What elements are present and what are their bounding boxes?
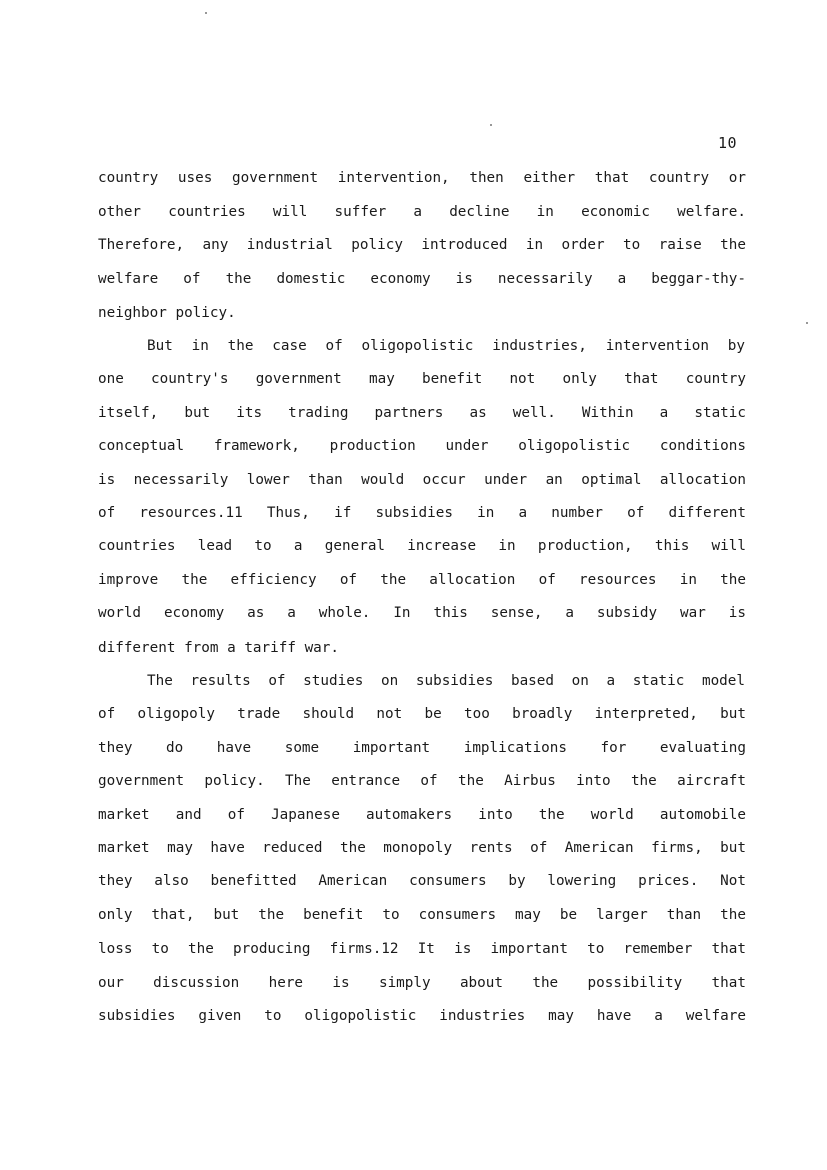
text-line: of resources.11 Thus, if subsidies in a number of different: [98, 505, 746, 521]
text-line: only that, but the benefit to consumers may be larger than the: [98, 907, 746, 923]
text-line: Therefore, any industrial policy introduced in order to raise the: [98, 237, 746, 253]
text-line: different from a tariff war.: [98, 640, 340, 656]
text-line: market and of Japanese automakers into the world automobile: [98, 807, 746, 823]
text-line: neighbor policy.: [98, 305, 236, 321]
text-line: of oligopoly trade should not be too broadly interpreted, but: [98, 706, 746, 722]
text-line: But in the case of oligopolistic industries, intervention by: [147, 338, 745, 354]
text-line: The results of studies on subsidies based on a static model: [147, 673, 745, 689]
text-line: one country's government may benefit not only that country: [98, 371, 746, 387]
text-line: our discussion here is simply about the possibility that: [98, 975, 746, 991]
text-line: countries lead to a general increase in production, this will: [98, 538, 746, 554]
page-number: 10: [718, 134, 738, 152]
scan-speck: [806, 322, 808, 324]
text-line: they also benefitted American consumers by lowering prices. Not: [98, 873, 746, 889]
text-line: they do have some important implications for evaluating: [98, 740, 746, 756]
scan-speck: [205, 12, 207, 14]
text-line: subsidies given to oligopolistic industries may have a welfare: [98, 1008, 746, 1024]
scan-speck: [490, 124, 492, 126]
text-line: government policy. The entrance of the Airbus into the aircraft: [98, 773, 746, 789]
text-line: other countries will suffer a decline in economic welfare.: [98, 204, 746, 220]
text-line: welfare of the domestic economy is necessarily a beggar-thy-: [98, 271, 746, 287]
text-line: world economy as a whole. In this sense, a subsidy war is: [98, 605, 746, 621]
text-line: loss to the producing firms.12 It is important to remember that: [98, 941, 746, 957]
text-line: conceptual framework, production under oligopolistic conditions: [98, 438, 746, 454]
text-line: is necessarily lower than would occur under an optimal allocation: [98, 472, 746, 488]
text-line: itself, but its trading partners as well. Within a static: [98, 405, 746, 421]
text-line: improve the efficiency of the allocation of resources in the: [98, 572, 746, 588]
text-line: country uses government intervention, then either that country or: [98, 170, 746, 186]
text-line: market may have reduced the monopoly rents of American firms, but: [98, 840, 746, 856]
